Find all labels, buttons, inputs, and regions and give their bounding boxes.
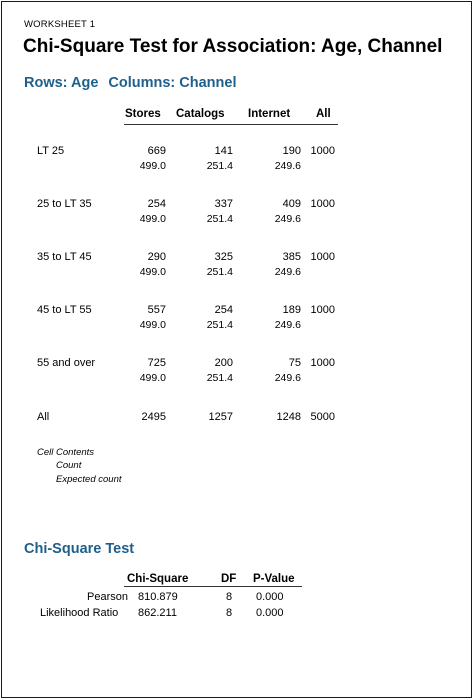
df-value: 8: [226, 607, 233, 619]
col-header-all: All: [316, 108, 331, 120]
col-header-catalogs: Catalogs: [176, 108, 225, 120]
expected-cell: 251.4: [206, 160, 233, 172]
count-cell: 254: [147, 198, 166, 210]
col-header-stores: Stores: [125, 108, 161, 120]
expected-cell: 249.6: [274, 160, 301, 172]
expected-cell: 249.6: [274, 319, 301, 331]
grand-total-cell: 5000: [310, 411, 335, 423]
chi-square-rule: [124, 586, 302, 587]
worksheet-label: WORKSHEET 1: [24, 19, 96, 30]
chi-square-title: Chi-Square Test: [24, 541, 135, 557]
total-cell: 1000: [310, 357, 335, 369]
subtitle-rows: Rows: Age: [24, 75, 99, 91]
total-cell: 1248: [276, 411, 301, 423]
row-label: LT 25: [37, 145, 65, 157]
total-cell: 1257: [208, 411, 233, 423]
expected-cell: 249.6: [274, 372, 301, 384]
page-border: [1, 1, 472, 698]
page-title: Chi-Square Test for Association: Age, Channel: [23, 36, 443, 57]
expected-cell: 251.4: [206, 213, 233, 225]
count-cell: 385: [282, 251, 301, 263]
legend-expected: Expected count: [56, 474, 122, 485]
chi-square-header: Chi-Square: [127, 573, 189, 585]
total-cell: 1000: [310, 198, 335, 210]
count-cell: 254: [214, 304, 233, 316]
count-cell: 290: [147, 251, 166, 263]
col-header-internet: Internet: [248, 108, 291, 120]
count-cell: 200: [214, 357, 233, 369]
total-cell: 1000: [310, 304, 335, 316]
count-cell: 725: [147, 357, 166, 369]
chi-square-value: 810.879: [138, 591, 178, 603]
header-rule: [124, 124, 338, 125]
total-cell: 1000: [310, 251, 335, 263]
expected-cell: 251.4: [206, 319, 233, 331]
expected-cell: 499.0: [139, 160, 166, 172]
row-label: All: [37, 411, 50, 423]
count-cell: 75: [288, 357, 301, 369]
expected-cell: 499.0: [139, 266, 166, 278]
test-label: Pearson: [87, 591, 128, 603]
test-label: Likelihood Ratio: [40, 607, 119, 619]
df-header: DF: [221, 573, 237, 585]
p-value-header: P-Value: [253, 573, 295, 585]
expected-cell: 499.0: [139, 319, 166, 331]
legend-title: Cell Contents: [37, 447, 95, 458]
p-value: 0.000: [256, 607, 284, 619]
row-label: 35 to LT 45: [37, 251, 92, 263]
count-cell: 409: [282, 198, 301, 210]
count-cell: 325: [214, 251, 233, 263]
count-cell: 337: [214, 198, 233, 210]
expected-cell: 251.4: [206, 266, 233, 278]
row-label: 55 and over: [37, 357, 96, 369]
expected-cell: 251.4: [206, 372, 233, 384]
p-value: 0.000: [256, 591, 284, 603]
row-label: 25 to LT 35: [37, 198, 92, 210]
count-cell: 669: [147, 145, 166, 157]
count-cell: 557: [147, 304, 166, 316]
count-cell: 190: [282, 145, 301, 157]
expected-cell: 249.6: [274, 213, 301, 225]
subtitle-columns: Columns: Channel: [108, 75, 237, 91]
count-cell: 141: [214, 145, 233, 157]
legend-count: Count: [56, 460, 82, 471]
total-cell: 2495: [141, 411, 166, 423]
row-label: 45 to LT 55: [37, 304, 92, 316]
subtitle: [24, 75, 236, 91]
expected-cell: 499.0: [139, 213, 166, 225]
expected-cell: 249.6: [274, 266, 301, 278]
chi-square-value: 862.211: [138, 607, 177, 619]
count-cell: 189: [282, 304, 301, 316]
df-value: 8: [226, 591, 233, 603]
total-cell: 1000: [310, 145, 335, 157]
expected-cell: 499.0: [139, 372, 166, 384]
